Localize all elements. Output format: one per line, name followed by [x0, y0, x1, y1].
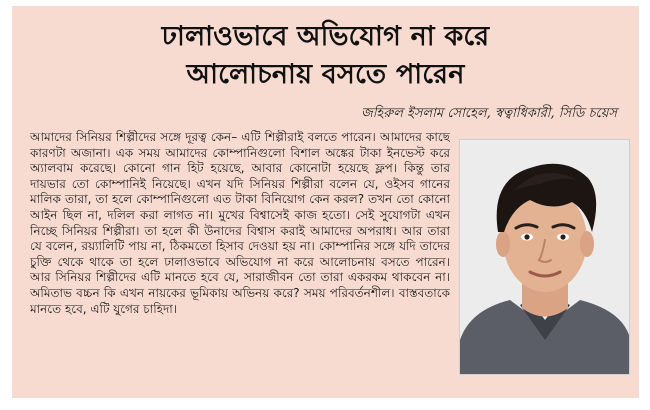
- portrait-photo: [459, 139, 630, 375]
- headline-line-2: আলোচনায় বসতে পারেন: [186, 59, 465, 90]
- article-box: [12, 6, 639, 398]
- article-body: আমাদের সিনিয়র শিল্পীদের সঙ্গে দূরত্ব কেন– এটি শিল্পীরাই বলতে পারেন। আমাদের কাছে কারণটা অজানা। এক সময় আমাদের কোম্পানিগুলো বিশাল অঙ্কের টাকা ইনভেস্ট করে অ্যালবাম করেছে। কোনো গান হিট হয়েছে, আবার কোনোটা হয়েছে ফ্লপ। কিন্তু তার দায়ভার তো কোম্পানিই নিয়েছে। এখন যদি সিনিয়র শিল্পীরা বলেন যে, ওইসব গানের মালিক তারা, তা হলে কোম্পানিগুলো এত টাকা বিনিয়োগ কেন করল? তখন তো কোনো আইন ছিল না, দলিল করা লাগত না। মুখের বিশ্বাসেই কাজ হতো। সেই সুযোগটা এখন নিচ্ছে সিনিয়র শিল্পীরা। তা হলে কী উনাদের বিশ্বাস করাই আমাদের অপরাধ। আর তারা যে বলেন, রয়্যালিটি পায় না, ঠিকমতো হিসাব দেওয়া হয় না। কোম্পানির সঙ্গে যদি তাদের চুক্তি থেকে থাকে তা হলে ঢালাওভাবে অভিযোগ না করে আলোচনায় বসতে পারেন। আর সিনিয়র শিল্পীদের এটি মানতে হবে যে, সারাজীবন তো তারা একরকম থাকবেন না। অমিতাভ বচ্চন কি এখন নায়কের ভূমিকায় অভিনয় করে? সময় পরিবর্তনশীল। বাস্তবতাকে মানতে হবে, এটি যুগের চাহিদা।: [30, 130, 450, 316]
- portrait-photo-icon: [460, 140, 629, 374]
- byline: জহিরুল ইসলাম সোহেল, স্বত্বাধিকারী, সিডি চয়েস: [361, 106, 617, 121]
- headline: [12, 18, 639, 94]
- headline-line-1: ঢালাওভাবে অভিযোগ না করে: [161, 21, 490, 52]
